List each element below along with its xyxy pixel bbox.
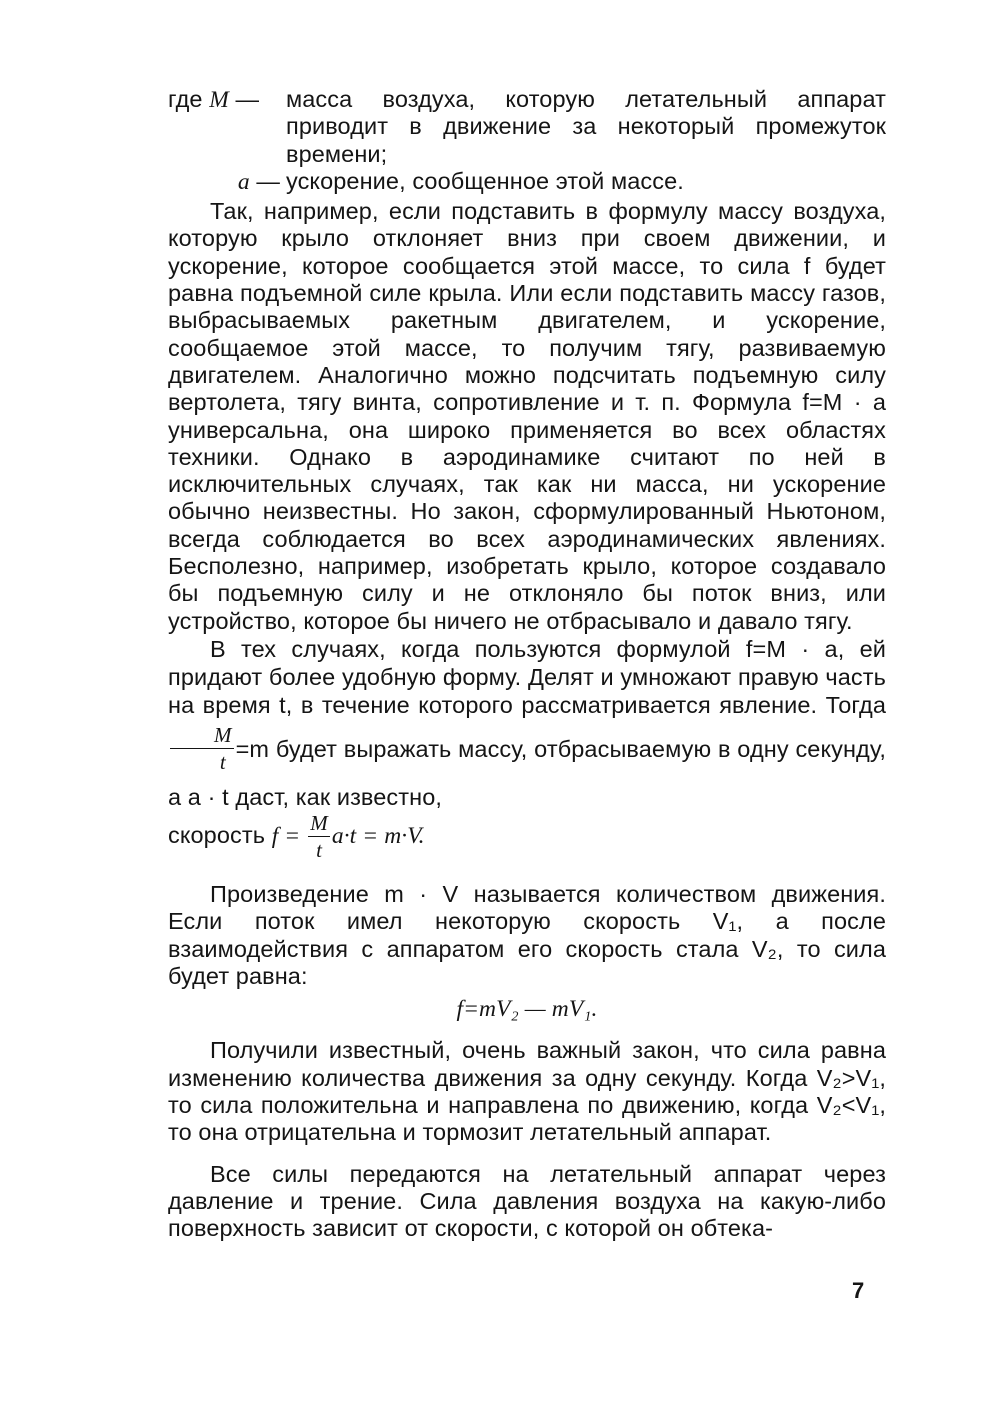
fraction-numerator: M [170, 725, 234, 749]
symbol-M: M [209, 87, 229, 113]
velocity-formula-line [168, 810, 886, 862]
where-label: где [168, 86, 210, 112]
formula-f-right: a·t = m·V. [331, 823, 425, 850]
paragraph-2 [168, 635, 886, 811]
dash-M: — [228, 86, 260, 112]
dash-a: — [249, 167, 280, 194]
paragraph-2-part-b: =m будет выражать массу, отбрасываемую в одну секунду, а a · t даст, как известно, [168, 736, 886, 810]
equation-force: f=mV₂ — mV₁. [456, 996, 598, 1023]
paragraph-1: Так, например, если подставить в формулу массу воздуха, которую крыло отклоняет вниз при своем движении, и ускорение, которое сообщается этой массе, то сила f будет равна подъемной силе крыла. Или если подставить массу газов, выбрасываемых ракетным двигателем, и ускорение, сообщаемое этой массе, то получим тягу, развиваемую двигателем. Аналогично можно подсчитать подъемную силу вертолета, тягу винта, сопротивление и т. п. Формула f=M · a универсальна, она широко применяется во всех областях техники. Однако в аэродинамике считают по ней в исключительных случаях, так как ни масса, ни ускорение обычно неизвестны. Но закон, сформулированный Ньютоном, всегда соблюдается во всех аэродинамических явлениях. Бесполезно, например, изобретать крыло, которое создавало бы подъемную силу и не отклоняло бы поток вниз, или устройство, которое бы ничего не отбрасывало и давало тягу. [168, 198, 886, 634]
definition-symbol-M [168, 86, 286, 168]
fraction-numerator-2: M [310, 810, 328, 835]
fraction-M-over-t-2 [308, 810, 330, 862]
definition-text-a: ускорение, сообщенное этой массе. [286, 167, 684, 194]
symbol-a: a [237, 168, 250, 195]
definition-a [168, 168, 886, 196]
formula-f-left: f = [271, 823, 307, 850]
definition-text-M: масса воздуха, которую летательный аппарат приводит в движение за некоторый промежуток времени; [286, 86, 886, 167]
velocity-label: скорость [168, 822, 272, 849]
page-body [168, 86, 886, 1243]
paragraph-2-part-a: В тех случаях, когда пользуются формулой f=M · a, ей придают более удобную форму. Делят и умножают правую часть на время t, в течение которого рассматривается явление. Тогда [168, 635, 886, 718]
fraction-denominator: t [219, 749, 226, 774]
page-number: 7 [852, 1278, 865, 1303]
fraction-denominator-2: t [316, 837, 323, 862]
paragraph-3: Произведение m · V называется количеством движения. Если поток имел некоторую скорость V₁, а после взаимодействия с аппаратом его скорость стала V₂, то сила будет равна: [168, 880, 886, 989]
fraction-M-over-t [170, 722, 234, 774]
definition-M [168, 86, 886, 168]
paragraph-5: Все силы передаются на летательный аппарат через давление и трение. Сила давления воздуха на какую-либо поверхность зависит от скорости, с которой он обтека- [168, 1160, 886, 1242]
definition-symbol-a [168, 168, 286, 196]
paragraph-4: Получили известный, очень важный закон, что сила равна изменению количества движения за одну секунду. Когда V₂>V₁, то сила положительна и направлена по движению, когда V₂<V₁, то она отрицательна и тормозит летательный аппарат. [168, 1037, 886, 1146]
definitions-list [168, 86, 886, 196]
